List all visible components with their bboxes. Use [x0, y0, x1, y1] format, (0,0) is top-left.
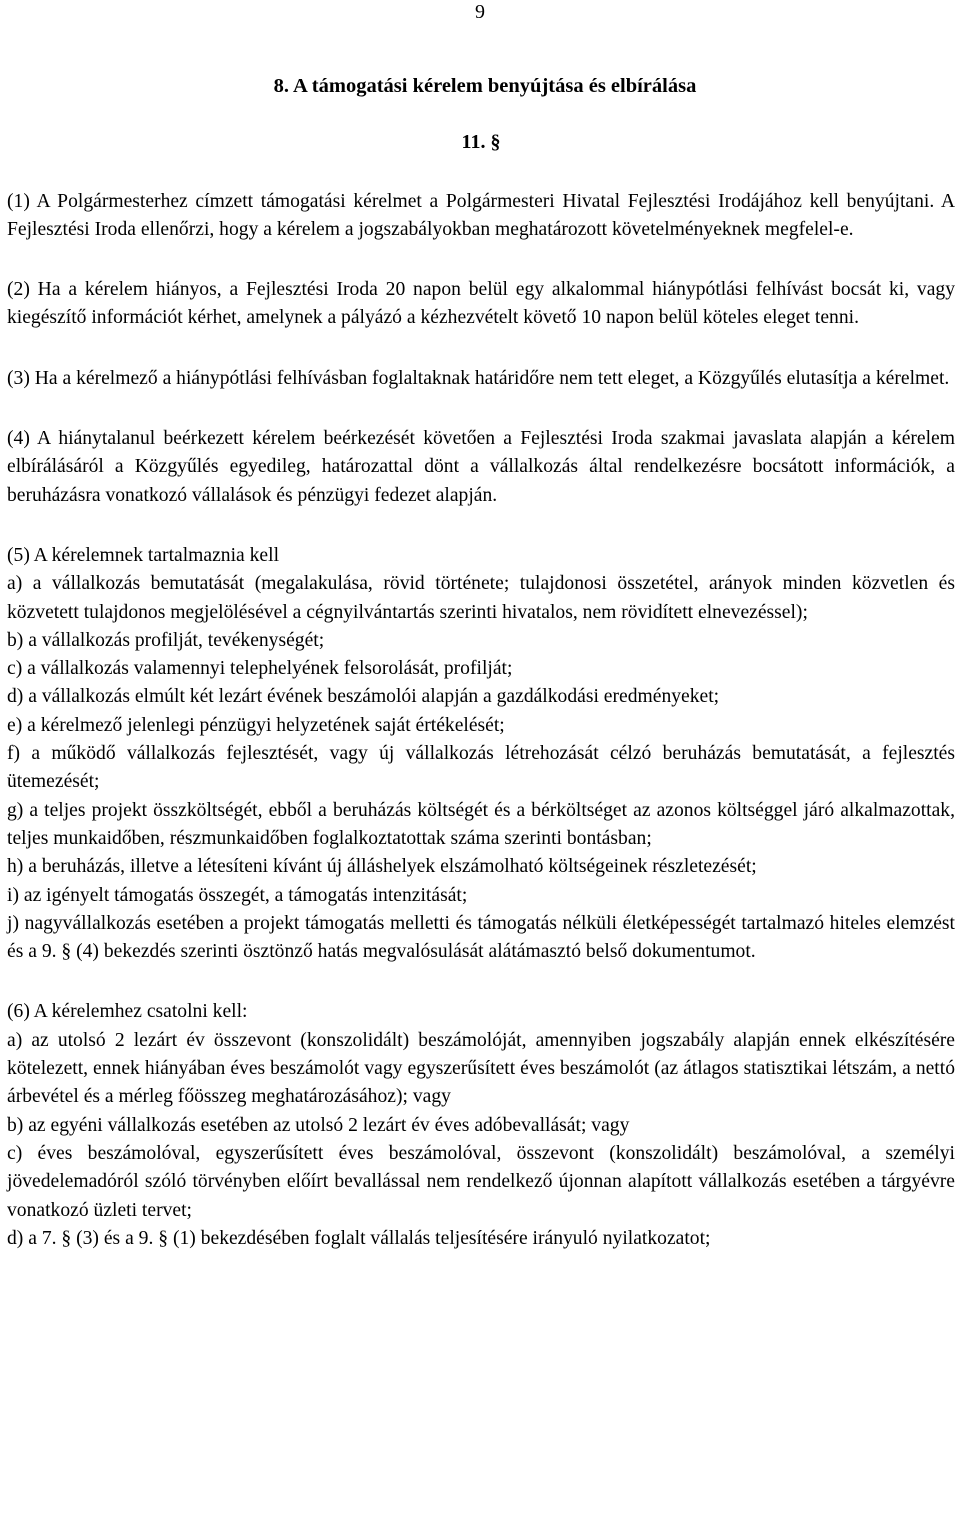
- section-title: 8. A támogatási kérelem benyújtása és elbírálása: [273, 75, 697, 97]
- page-number: 9: [475, 1, 485, 23]
- paragraph-1: (1) A Polgármesterhez címzett támogatási kérelmet a Polgármesteri Hivatal Fejlesztési Irodájához kell benyújtani. A Fejlesztési Iroda ellenőrzi, hogy a kérelem a jogszabályokban meghatározott követelményeknek megfelel-e.: [7, 190, 955, 240]
- section-6-item-a: a) az utolsó 2 lezárt év összevont (konszolidált) beszámolóját, amennyiben jogszabály alapján ennek elkészítésére kötelezett, ennek hiányában éves beszámolót vagy egyszerűsített éves beszámolót (az átlagos statisztikai létszám, a nettó árbevétel és a mérleg főösszeg meghatározásához); vagy: [7, 1029, 955, 1108]
- section-5-item-g: g) a teljes projekt összköltségét, ebből a beruházás költségét és a bérköltséget az azonos költséggel járó alkalmazottak, teljes munkaidőben, részmunkaidőben foglalkoztatottak száma szerinti bontásban;: [7, 799, 955, 849]
- section-5-item-j: j) nagyvállalkozás esetében a projekt támogatás melletti és támogatás nélküli életképességét tartalmazó hiteles elemzést és a 9. § (4) bekezdés szerinti ösztönző hatás megvalósulását alátámasztó belső dokumentumot.: [7, 912, 955, 963]
- paragraph-number: 11. §: [461, 131, 501, 154]
- section-6-item-c: c) éves beszámolóval, egyszerűsített éves beszámolóval, összevont (konszolidált) beszámolóval, a személyi jövedelemadóról szóló törvényben előírt bevallással nem rendelkező újonnan alapított vállalkozás esetében a tárgyévre vonatkozó üzleti tervet;: [7, 1142, 955, 1221]
- section-5-item-c: c) a vállalkozás valamennyi telephelyének felsorolását, profilját;: [7, 658, 513, 680]
- paragraph-2: (2) Ha a kérelem hiányos, a Fejlesztési Iroda 20 napon belül egy alkalommal hiánypótlási felhívást bocsát ki, vagy kiegészítő információt kérhet, amelynek a pályázó a kézhezvételt követő 10 napon belül köteles eleget tenni.: [7, 279, 955, 329]
- section-6-heading: (6) A kérelemhez csatolni kell:: [7, 1001, 248, 1023]
- section-5-item-b: b) a vállalkozás profilját, tevékenységét;: [7, 629, 325, 651]
- section-5-item-i: i) az igényelt támogatás összegét, a támogatás intenzitását;: [7, 884, 468, 906]
- section-5-item-d: d) a vállalkozás elmúlt két lezárt évének beszámolói alapján a gazdálkodási eredményeket;: [7, 686, 720, 708]
- paragraph-4: (4) A hiánytalanul beérkezett kérelem beérkezését követően a Fejlesztési Iroda szakmai javaslata alapján a kérelem elbírálásáról a Közgyűlés egyedileg, határozattal dönt a vállalkozás által rendelkezésre bocsátott információk, a beruházásra vonatkozó vállalások és pénzügyi fedezet alapján.: [7, 428, 955, 506]
- section-5-item-a: a) a vállalkozás bemutatását (megalakulása, rövid története; tulajdonosi összetétel, arányok minden közvetlen és közvetett tulajdonos megjelölésével a cégnyilvántartás szerinti hivatalos, nem rövidített elnevezéssel);: [7, 573, 955, 623]
- section-6-item-b: b) az egyéni vállalkozás esetében az utolsó 2 lezárt év éves adóbevallását; vagy: [7, 1114, 630, 1136]
- section-5-item-f: f) a működő vállalkozás fejlesztését, vagy új vállalkozás létrehozását célzó beruházás bemutatását, a fejlesztés ütemezését;: [7, 743, 955, 793]
- section-5-heading: (5) A kérelemnek tartalmaznia kell: [7, 544, 280, 566]
- section-5-item-e: e) a kérelmező jelenlegi pénzügyi helyzetének saját értékelését;: [7, 714, 505, 736]
- document-body: [7, 72, 955, 1253]
- section-6-item-d: d) a 7. § (3) és a 9. § (1) bekezdésében foglalt vállalás teljesítésére irányuló nyilatkozatot;: [7, 1227, 711, 1249]
- section-5-item-h: h) a beruházás, illetve a létesíteni kívánt új álláshelyek elszámolható költségeinek részletezését;: [7, 856, 757, 878]
- paragraph-3: (3) Ha a kérelmező a hiánypótlási felhívásban foglaltaknak határidőre nem tett eleget, a Közgyűlés elutasítja a kérelmet.: [7, 367, 950, 389]
